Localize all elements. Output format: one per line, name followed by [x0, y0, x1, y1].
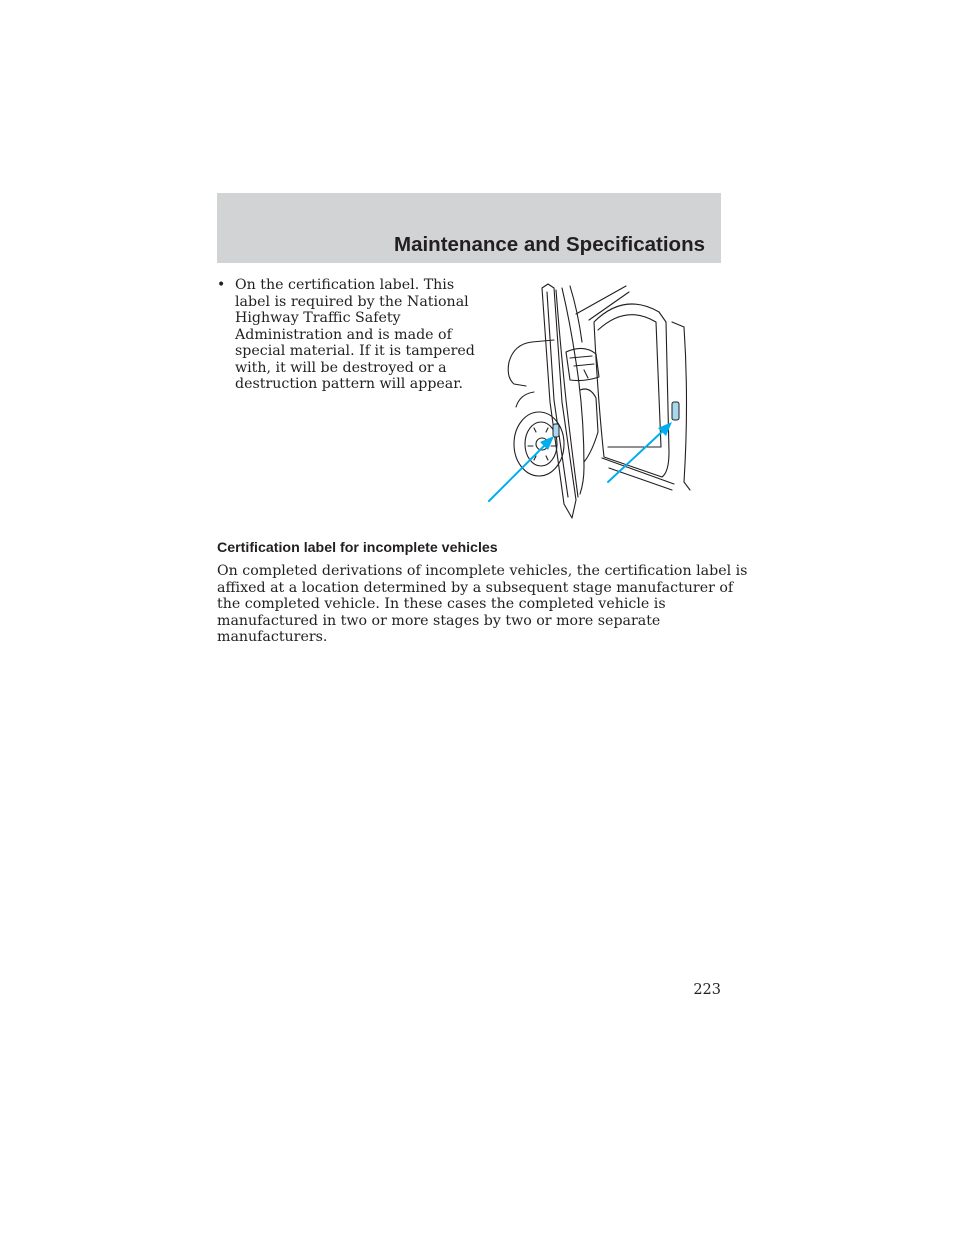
bullet-line: destruction pattern will appear.: [235, 376, 463, 392]
paragraph-line: affixed at a location determined by a subsequent stage manufacturer of: [217, 579, 734, 596]
pointer-arrow-pillar: [608, 428, 666, 482]
paragraph-line: the completed vehicle. In these cases the completed vehicle is: [217, 596, 666, 612]
bullet-line: special material. If it is tampered: [235, 343, 475, 359]
section-title: Maintenance and Specifications: [394, 233, 705, 256]
page-number: 223: [693, 982, 721, 998]
section-heading: Certification label for incomplete vehicles: [217, 540, 498, 556]
bullet-text: [235, 277, 475, 393]
door-label-illustration: [484, 282, 694, 522]
bullet-line: label is required by the National: [235, 293, 469, 310]
body-paragraph: [217, 563, 748, 646]
pillar-label-marker: [672, 402, 679, 420]
section-header-band: [217, 193, 721, 263]
pointer-arrow-door: [489, 442, 548, 501]
bullet-line: Administration and is made of: [235, 326, 452, 343]
paragraph-line: manufactured in two or more stages by two or more separate: [217, 612, 661, 629]
paragraph-line: manufacturers.: [217, 629, 328, 645]
bullet-line: On the certification label. This: [235, 277, 455, 293]
door-opening-outline: [576, 286, 674, 490]
paragraph-line: On completed derivations of incomplete vehicles, the certification label is: [217, 563, 748, 579]
door-label-marker: [553, 424, 559, 437]
bullet-line: Highway Traffic Safety: [235, 310, 401, 326]
bullet-dot: •: [217, 277, 226, 293]
bullet-line: with, it will be destroyed or a: [235, 359, 447, 376]
